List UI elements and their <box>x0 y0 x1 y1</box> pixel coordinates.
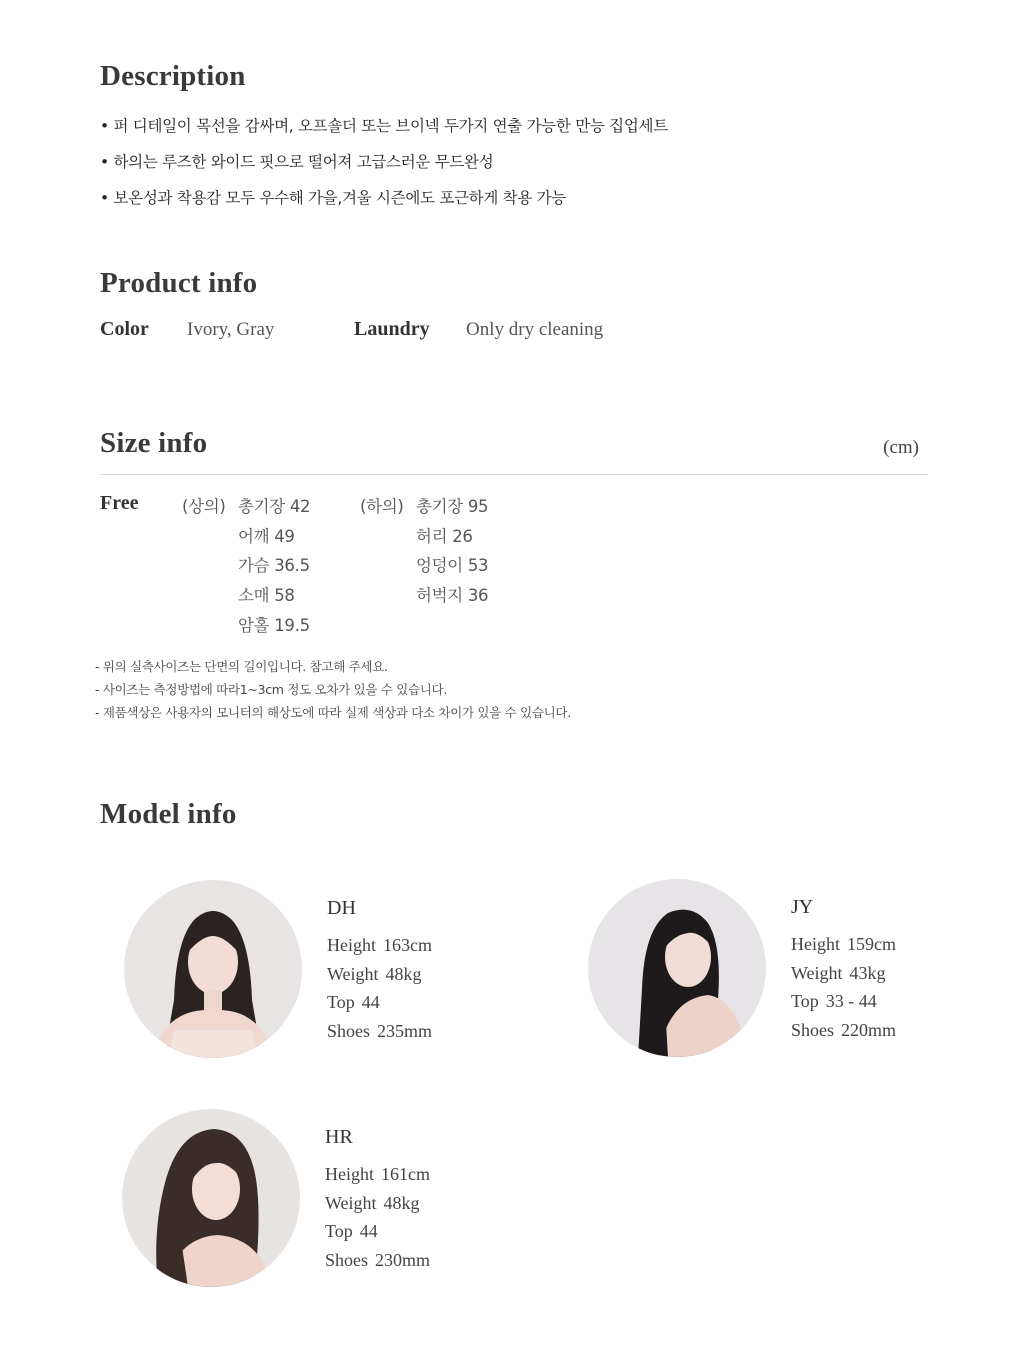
size-row: 가슴 36.5 <box>238 556 310 575</box>
weight-label: Weight <box>325 1192 377 1213</box>
top-size-value: 44 <box>361 992 380 1012</box>
size-note: - 위의 실측사이즈는 단면의 길이입니다. 참고해 주세요. <box>95 659 388 674</box>
model-name: JY <box>791 896 814 918</box>
size-row: 허벅지 36 <box>416 586 489 605</box>
model-info-title: Model info <box>100 798 237 830</box>
shoes-label: Shoes <box>791 1019 835 1040</box>
model-photo-hr <box>122 1109 300 1287</box>
model-stats <box>325 1160 430 1274</box>
description-bullet: • 보온성과 착용감 모두 우수해 가을,겨울 시즌에도 포근하게 착용 가능 <box>100 189 566 207</box>
height-label: Height <box>325 1164 374 1184</box>
height-label: Height <box>791 934 840 954</box>
size-divider <box>100 474 928 475</box>
shoes-value: 235mm <box>377 1020 433 1041</box>
size-row: 총기장 95 <box>416 497 489 516</box>
bottom-label: (하의) <box>360 497 404 516</box>
size-row: 어깨 49 <box>238 527 295 546</box>
shoes-value: 230mm <box>375 1249 431 1270</box>
laundry-label: Laundry <box>354 318 430 340</box>
model-stats <box>327 931 432 1045</box>
top-label: (상의) <box>182 497 226 516</box>
color-label: Color <box>100 318 149 340</box>
height-value: 161cm <box>381 1164 430 1184</box>
top-size-label: Top <box>325 1221 353 1241</box>
model-stats <box>791 930 896 1044</box>
shoes-label: Shoes <box>325 1249 369 1270</box>
model-photo-dh <box>124 880 302 1058</box>
description-bullet: • 퍼 디테일이 목선을 감싸며, 오프숄더 또는 브이넥 두가지 연출 가능한 만능 집업세트 <box>100 117 668 135</box>
description-title: Description <box>100 60 246 92</box>
color-value: Ivory, Gray <box>187 319 275 340</box>
weight-value: 43kg <box>849 962 886 983</box>
size-info-title: Size info <box>100 427 208 459</box>
size-row: 엉덩이 53 <box>416 556 489 575</box>
size-label-free: Free <box>100 492 139 514</box>
size-row: 허리 26 <box>416 527 473 546</box>
laundry-value: Only dry cleaning <box>466 319 604 340</box>
height-value: 163cm <box>383 935 432 955</box>
weight-value: 48kg <box>385 963 422 984</box>
size-note: - 제품색상은 사용자의 모니터의 해상도에 따라 실제 색상과 다소 차이가 있을 수 있습니다. <box>95 705 571 720</box>
top-size-label: Top <box>327 992 355 1012</box>
size-row: 소매 58 <box>238 586 295 605</box>
product-info-title: Product info <box>100 267 258 299</box>
top-size-value: 33 - 44 <box>825 991 877 1011</box>
description-bullet: • 하의는 루즈한 와이드 핏으로 떨어져 고급스러운 무드완성 <box>100 153 494 171</box>
shoes-label: Shoes <box>327 1020 371 1041</box>
height-label: Height <box>327 935 376 955</box>
shoes-value: 220mm <box>841 1019 897 1040</box>
model-name: DH <box>327 897 356 919</box>
top-size-label: Top <box>791 991 819 1011</box>
model-name: HR <box>325 1126 353 1148</box>
size-row: 총기장 42 <box>238 497 311 516</box>
weight-value: 48kg <box>383 1192 420 1213</box>
size-unit: (cm) <box>883 437 919 458</box>
size-note: - 사이즈는 측정방법에 따라1~3cm 정도 오차가 있을 수 있습니다. <box>95 682 448 697</box>
model-photo-jy <box>588 879 766 1057</box>
size-row: 암홀 19.5 <box>238 616 310 635</box>
height-value: 159cm <box>847 934 896 954</box>
weight-label: Weight <box>327 963 379 984</box>
weight-label: Weight <box>791 962 843 983</box>
top-size-value: 44 <box>359 1221 378 1241</box>
